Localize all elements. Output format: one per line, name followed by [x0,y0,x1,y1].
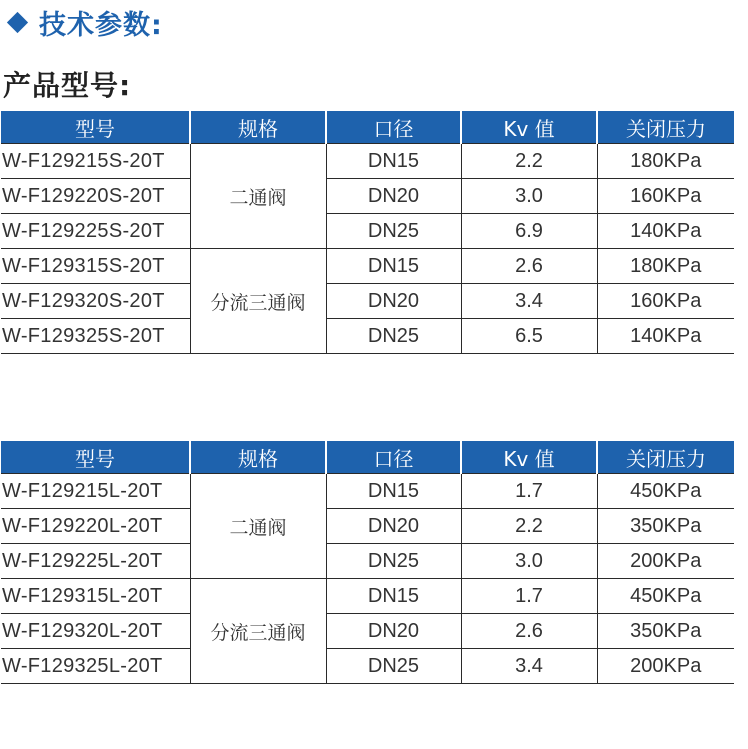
pressure-cell: 350KPa [597,509,734,544]
diameter-cell: DN25 [326,214,461,249]
pressure-cell: 140KPa [597,319,734,354]
diameter-cell: DN15 [326,474,461,509]
header-model: 型号 [1,111,190,144]
pressure-cell: 160KPa [597,179,734,214]
section-heading-text: 技术参数: [39,9,163,41]
spec-cell: 二通阀 [190,474,326,579]
pressure-cell: 200KPa [597,544,734,579]
spec-cell: 二通阀 [190,144,326,249]
model-cell: W-F129320S-20T [1,284,190,319]
kv-cell: 2.2 [461,144,597,179]
table-row [1,544,734,579]
kv-cell: 1.7 [461,474,597,509]
model-cell: W-F129320L-20T [1,614,190,649]
diameter-cell: DN15 [326,579,461,614]
table-row [1,249,734,284]
section-heading [6,2,163,42]
diameter-cell: DN25 [326,649,461,684]
kv-cell: 3.4 [461,284,597,319]
table-row [1,474,734,509]
table-row [1,214,734,249]
spec-table-s-series [1,111,734,354]
header-close-pressure: 关闭压力 [597,111,734,144]
kv-cell: 2.2 [461,509,597,544]
kv-cell: 2.6 [461,249,597,284]
table-row [1,284,734,319]
kv-cell: 1.7 [461,579,597,614]
diameter-cell: DN15 [326,249,461,284]
diameter-cell: DN20 [326,614,461,649]
kv-cell: 3.0 [461,179,597,214]
table-row [1,509,734,544]
model-cell: W-F129215S-20T [1,144,190,179]
diameter-cell: DN25 [326,319,461,354]
spec-table-l-series [1,441,734,684]
table-row [1,579,734,614]
product-model-heading: 产品型号: [3,69,132,102]
kv-cell: 6.9 [461,214,597,249]
pressure-cell: 180KPa [597,144,734,179]
model-cell: W-F129315L-20T [1,579,190,614]
spec-cell: 分流三通阀 [190,579,326,684]
pressure-cell: 140KPa [597,214,734,249]
header-model: 型号 [1,441,190,474]
kv-cell: 3.4 [461,649,597,684]
header-kv: Kv 值 [461,111,597,144]
model-cell: W-F129220L-20T [1,509,190,544]
table-row [1,144,734,179]
header-spec: 规格 [190,441,326,474]
diamond-bullet-icon [7,11,28,32]
model-cell: W-F129215L-20T [1,474,190,509]
pressure-cell: 350KPa [597,614,734,649]
kv-cell: 3.0 [461,544,597,579]
table-header-row [1,111,734,144]
kv-cell: 6.5 [461,319,597,354]
diameter-cell: DN25 [326,544,461,579]
header-kv: Kv 值 [461,441,597,474]
pressure-cell: 200KPa [597,649,734,684]
model-cell: W-F129325L-20T [1,649,190,684]
header-close-pressure: 关闭压力 [597,441,734,474]
header-diameter: 口径 [326,111,461,144]
model-cell: W-F129225L-20T [1,544,190,579]
model-cell: W-F129225S-20T [1,214,190,249]
table-header-row [1,441,734,474]
header-diameter: 口径 [326,441,461,474]
table-row [1,179,734,214]
spec-cell: 分流三通阀 [190,249,326,354]
diameter-cell: DN20 [326,179,461,214]
model-cell: W-F129220S-20T [1,179,190,214]
kv-cell: 2.6 [461,614,597,649]
diameter-cell: DN15 [326,144,461,179]
pressure-cell: 450KPa [597,474,734,509]
header-spec: 规格 [190,111,326,144]
model-cell: W-F129325S-20T [1,319,190,354]
pressure-cell: 180KPa [597,249,734,284]
diameter-cell: DN20 [326,284,461,319]
pressure-cell: 450KPa [597,579,734,614]
pressure-cell: 160KPa [597,284,734,319]
model-cell: W-F129315S-20T [1,249,190,284]
table-row [1,614,734,649]
diameter-cell: DN20 [326,509,461,544]
table-row [1,319,734,354]
table-row [1,649,734,684]
